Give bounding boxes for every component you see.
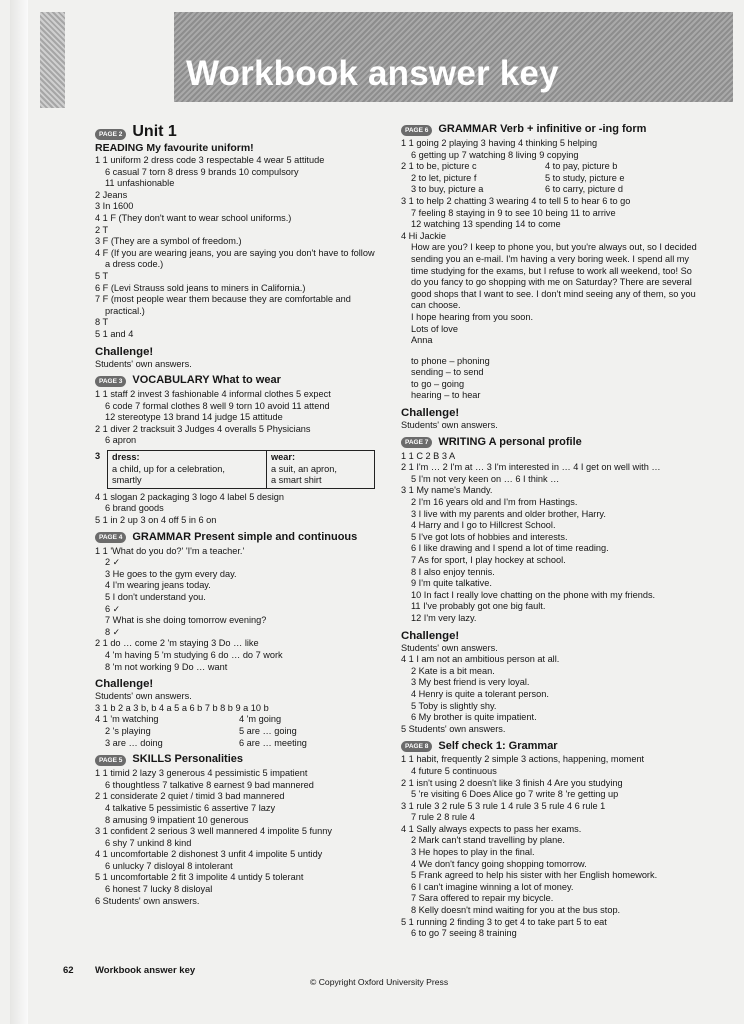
answer-line: 3 I live with my parents and older brother, Harry. (411, 508, 606, 519)
answer-line: 10 In fact I really love chatting on the phone with my friends. (411, 589, 656, 600)
answer-line: 6 casual 7 torn 8 dress 9 brands 10 compulsory (105, 166, 299, 177)
answer-line: 2 Jeans (95, 189, 128, 200)
answer-cell: 2 's playing (105, 725, 151, 736)
answer-cell: 2 to let, picture f (411, 172, 477, 183)
answer-line: 7 rule 2 8 rule 4 (411, 812, 475, 823)
answer-line: 7 feeling 8 staying in 9 to see 10 being 11 to arrive (411, 207, 616, 218)
skills-heading (95, 752, 385, 768)
side-decoration (40, 12, 65, 108)
answer-line: 4 F (If you are wearing jeans, you are saying you don't have to follow (95, 247, 375, 258)
answer-line: can choose. (411, 300, 461, 311)
answer-line: 4 talkative 5 pessimistic 6 assertive 7 lazy (105, 802, 276, 813)
answer-cell: 3 are … doing (105, 737, 163, 748)
challenge-text: Students' own answers. (95, 691, 192, 702)
grammar-heading (95, 530, 385, 546)
answer-line: 6 unlucky 7 disloyal 8 intolerant (105, 860, 233, 871)
answer-line: 8 I also enjoy tennis. (411, 566, 495, 577)
section-title: SKILLS Personalities (132, 753, 244, 766)
left-column (95, 122, 385, 907)
table-header: wear: (271, 452, 296, 463)
answer-line: 3 He goes to the gym every day. (105, 568, 237, 579)
section-title: VOCABULARY What to wear (132, 374, 281, 387)
answer-line: sending you an e-mail. I'm having a very boring week. I spend all my (411, 253, 690, 264)
answer-line: 5 Students' own answers. (401, 723, 506, 734)
challenge-heading: Challenge! (401, 629, 460, 642)
answer-line: 4 1 slogan 2 packaging 3 logo 4 label 5 design (95, 491, 284, 502)
answer-row (401, 161, 701, 173)
answer-cell: 5 to study, picture e (545, 172, 625, 183)
answer-line: Anna (411, 335, 433, 346)
grammar-answers (95, 546, 385, 674)
answer-line: 2 Mark can't stand travelling by plane. (411, 835, 565, 846)
answer-line: 2 T (95, 224, 109, 235)
answer-cell: 4 to pay, picture b (545, 161, 618, 172)
answer-row (401, 184, 701, 196)
skills-answers (95, 768, 385, 907)
answer-line: 2 1 I'm … 2 I'm at … 3 I'm interested in … 4 I get on well with … (401, 462, 661, 473)
title-banner (174, 12, 733, 102)
section-title: WRITING A personal profile (438, 435, 582, 448)
answer-row (95, 726, 385, 738)
answer-line: 5 I've got lots of hobbies and interests. (411, 531, 568, 542)
table-value: smartly (112, 475, 142, 486)
answer-cell: 4 'm going (239, 714, 282, 725)
answer-line: 2 1 isn't using 2 doesn't like 3 finish 4 Are you studying (401, 777, 623, 788)
answer-line: a dress code.) (105, 259, 164, 270)
answer-line: How are you? I keep to phone you, but you're always out, so I decided (411, 242, 697, 253)
answer-cell: 6 to carry, picture d (545, 184, 623, 195)
verb-grammar-answers (401, 138, 701, 161)
answer-line: 4 future 5 continuous (411, 765, 497, 776)
answer-line: 5 Frank agreed to help his sister with her English homework. (411, 870, 658, 881)
answer-line: to go – going (411, 378, 465, 389)
answer-line: 8 ✓ (105, 626, 121, 637)
unit-title: Unit 1 (132, 123, 177, 140)
answer-line: 5 1 in 2 up 3 on 4 off 5 in 6 on (95, 515, 217, 526)
answer-table (107, 450, 375, 489)
verb-grammar-heading (401, 122, 701, 138)
answer-line: 6 thoughtless 7 talkative 8 earnest 9 bad mannered (105, 779, 314, 790)
answer-line: 1 1 staff 2 invest 3 fashionable 4 informal clothes 5 expect (95, 389, 331, 400)
answer-line: to phone – phoning (411, 355, 490, 366)
page-badge: PAGE 3 (95, 376, 126, 387)
grammar-two-column (95, 714, 385, 749)
answer-cell: 6 are … meeting (239, 737, 307, 748)
answer-line: 12 I'm very lazy. (411, 612, 477, 623)
answer-line: 2 I'm 16 years old and I'm from Hastings. (411, 497, 578, 508)
reading-answers (95, 155, 385, 341)
page-badge: PAGE 5 (95, 755, 126, 766)
page-title: Workbook answer key (186, 54, 559, 93)
answer-line: 3 In 1600 (95, 201, 134, 212)
verb-grammar-two-column (401, 161, 701, 196)
answer-line: 7 What is she doing tomorrow evening? (105, 615, 267, 626)
answer-line: 3 1 confident 2 serious 3 well mannered 4 impolite 5 funny (95, 826, 332, 837)
answer-line: 3 1 rule 3 2 rule 5 3 rule 1 4 rule 3 5 rule 4 6 rule 1 (401, 800, 606, 811)
vocabulary-answers-cont (95, 492, 385, 527)
self-check-answers (401, 754, 701, 940)
challenge-text: Students' own answers. (95, 358, 192, 369)
answer-row (95, 738, 385, 750)
table-value: a suit, an apron, (271, 463, 337, 474)
page-badge: PAGE 6 (401, 125, 432, 136)
answer-line: 3 He hopes to play in the final. (411, 847, 535, 858)
answer-line: Students' own answers. (401, 642, 498, 653)
answer-line: 3 1 b 2 a 3 b, b 4 a 5 a 6 b 7 b 8 b 9 a 10 b (95, 702, 269, 713)
table-value: a smart shirt (271, 475, 322, 486)
answer-line: 6 to go 7 seeing 8 training (411, 928, 517, 939)
answer-line: 4 'm having 5 'm studying 6 do … do 7 work (105, 649, 283, 660)
answer-line: 6 Students' own answers. (95, 895, 200, 906)
answer-line: 2 1 diver 2 tracksuit 3 Judges 4 overalls 5 Physicians (95, 423, 311, 434)
answer-line: 6 F (Levi Strauss sold jeans to miners in California.) (95, 282, 306, 293)
answer-line: 1 1 C 2 B 3 A (401, 450, 456, 461)
vocabulary-answers (95, 389, 385, 447)
answer-line: 1 1 'What do you do?' 'I'm a teacher.' (95, 545, 245, 556)
reading-heading: READING My favourite uniform! (95, 142, 254, 154)
copyright: © Copyright Oxford University Press (310, 977, 449, 987)
answer-line: time studying for the exams, but I refuse to work all weekend, too! So (411, 265, 692, 276)
corrections-list (401, 356, 701, 402)
challenge-text: Students' own answers. (401, 420, 498, 431)
answer-line: 2 Kate is a bit mean. (411, 665, 495, 676)
footer-title: Workbook answer key (95, 965, 196, 976)
answer-row (401, 173, 701, 185)
answer-line: Lots of love (411, 323, 458, 334)
table-header: dress: (112, 452, 140, 463)
answer-line: 6 code 7 formal clothes 8 well 9 torn 10 avoid 11 attend (105, 400, 330, 411)
table-value: a child, up for a celebration, (112, 463, 225, 474)
answer-line: 4 1 F (They don't want to wear school uniforms.) (95, 212, 292, 223)
answer-line: practical.) (105, 305, 145, 316)
answer-line: 4 We don't fancy going shopping tomorrow. (411, 858, 587, 869)
answer-line: 6 shy 7 unkind 8 kind (105, 837, 192, 848)
answer-line: 5 I don't understand you. (105, 592, 206, 602)
answer-line: 9 I'm quite talkative. (411, 578, 492, 589)
answer-line: hearing – to hear (411, 390, 481, 401)
page-badge: PAGE 4 (95, 532, 126, 543)
challenge-heading: Challenge! (95, 678, 154, 691)
answer-line: 2 1 considerate 2 quiet / timid 3 bad mannered (95, 791, 285, 802)
vocabulary-heading (95, 373, 385, 389)
answer-line: 11 I've probably got one big fault. (411, 601, 546, 612)
page-badge: PAGE 8 (401, 741, 432, 752)
answer-line: 6 brand goods (105, 503, 164, 514)
page-badge: PAGE 2 (95, 129, 126, 140)
answer-line: 6 I can't imagine winning a lot of money. (411, 881, 574, 892)
right-column (401, 122, 701, 940)
verb-grammar-answers-cont (401, 196, 701, 347)
answer-line: 1 1 going 2 playing 3 having 4 thinking 5 helping (401, 138, 598, 148)
answer-line: 12 stereotype 13 brand 14 judge 15 attitude (105, 412, 283, 423)
answer-cell: 4 1 'm watching (95, 714, 159, 725)
answer-line: 3 My best friend is very loyal. (411, 677, 530, 688)
answer-cell: 5 are … going (239, 725, 297, 736)
answer-line: 5 1 and 4 (95, 328, 134, 339)
answer-line: 1 1 timid 2 lazy 3 generous 4 pessimistic 5 impatient (95, 768, 308, 779)
table-cell-wear (267, 451, 341, 488)
unit-heading (95, 122, 385, 142)
answer-line: 4 I'm wearing jeans today. (105, 580, 211, 591)
answer-line: 4 Harry and I go to Hillcrest School. (411, 520, 556, 531)
answer-line: 12 watching 13 spending 14 to come (411, 219, 561, 230)
answer-line: 8 Kelly doesn't mind waiting for you at the bus stop. (411, 905, 621, 916)
answer-line: 8 'm not working 9 Do … want (105, 661, 228, 672)
challenge-heading: Challenge! (401, 407, 460, 420)
answer-line: 11 unfashionable (105, 178, 175, 189)
challenge-heading: Challenge! (95, 345, 154, 358)
question-number: 3 (95, 451, 101, 462)
writing-answers (401, 451, 701, 625)
section-title: GRAMMAR Verb + infinitive or -ing form (438, 123, 647, 136)
answer-line: 4 1 Sally always expects to pass her exams. (401, 823, 582, 834)
answer-line: 7 F (most people wear them because they are comfortable and (95, 294, 351, 305)
answer-line: 7 As for sport, I play hockey at school. (411, 555, 566, 565)
answer-line: 5 're visiting 6 Does Alice go 7 write 8 're getting up (411, 789, 619, 800)
writing-heading (401, 435, 701, 451)
answer-line: 1 1 habit, frequently 2 simple 3 actions, happening, moment (401, 754, 645, 765)
answer-line: 8 T (95, 317, 109, 328)
answer-line: 7 Sara offered to repair my bicycle. (411, 893, 554, 904)
answer-line: 1 1 uniform 2 dress code 3 respectable 4 wear 5 attitude (95, 155, 325, 165)
section-title: GRAMMAR Present simple and continuous (132, 530, 358, 543)
answer-line: 4 Henry is quite a tolerant person. (411, 688, 549, 699)
answer-row (95, 714, 385, 726)
answer-line: 6 My brother is quite impatient. (411, 712, 537, 723)
page-number: 62 (63, 965, 74, 976)
answer-line: 6 honest 7 lucky 8 disloyal (105, 884, 213, 895)
answer-line: do you fancy to go shopping with me on Saturday? There are several (411, 277, 692, 288)
answer-line: 6 apron (105, 435, 137, 446)
answer-line: 5 1 running 2 finding 3 to get 4 to take part 5 to eat (401, 916, 607, 927)
section-title: Self check 1: Grammar (438, 739, 558, 752)
challenge-answers (401, 643, 701, 736)
answer-line: good shops that I want to see. I don't mind seeing any of them, so you (411, 288, 696, 299)
answer-line: 4 Hi Jackie (401, 230, 446, 241)
answer-cell: 2 1 to be, picture c (401, 161, 477, 172)
answer-cell: 3 to buy, picture a (411, 184, 484, 195)
answer-line: 3 F (They are a symbol of freedom.) (95, 236, 242, 247)
answer-line: I hope hearing from you soon. (411, 311, 534, 322)
answer-line: 3 1 My name's Mandy. (401, 485, 493, 496)
answer-line: 3 1 to help 2 chatting 3 wearing 4 to tell 5 to hear 6 to go (401, 195, 631, 206)
page-badge: PAGE 7 (401, 437, 432, 448)
answer-table-row (95, 447, 385, 492)
paper-edge (10, 0, 28, 1024)
answer-line: 5 T (95, 270, 109, 281)
answer-line: 6 getting up 7 watching 8 living 9 copying (411, 149, 579, 160)
answer-line: 6 I like drawing and I spend a lot of time reading. (411, 543, 609, 554)
answer-line: 6 ✓ (105, 603, 121, 614)
answer-line: 5 Toby is slightly shy. (411, 700, 497, 711)
answer-line: 2 1 do … come 2 'm staying 3 Do … like (95, 638, 259, 649)
answer-line: 2 ✓ (105, 557, 121, 568)
answer-line: 5 1 uncomfortable 2 fit 3 impolite 4 untidy 5 tolerant (95, 872, 304, 883)
answer-line: sending – to send (411, 367, 484, 378)
answer-line: 5 I'm not very keen on … 6 I think … (411, 473, 560, 484)
answer-line: 4 1 I am not an ambitious person at all. (401, 654, 560, 665)
table-cell-dress (108, 451, 267, 488)
answer-line: 8 amusing 9 impatient 10 generous (105, 814, 249, 825)
answer-line: 4 1 uncomfortable 2 dishonest 3 unfit 4 impolite 5 untidy (95, 849, 323, 860)
self-check-heading (401, 738, 701, 754)
